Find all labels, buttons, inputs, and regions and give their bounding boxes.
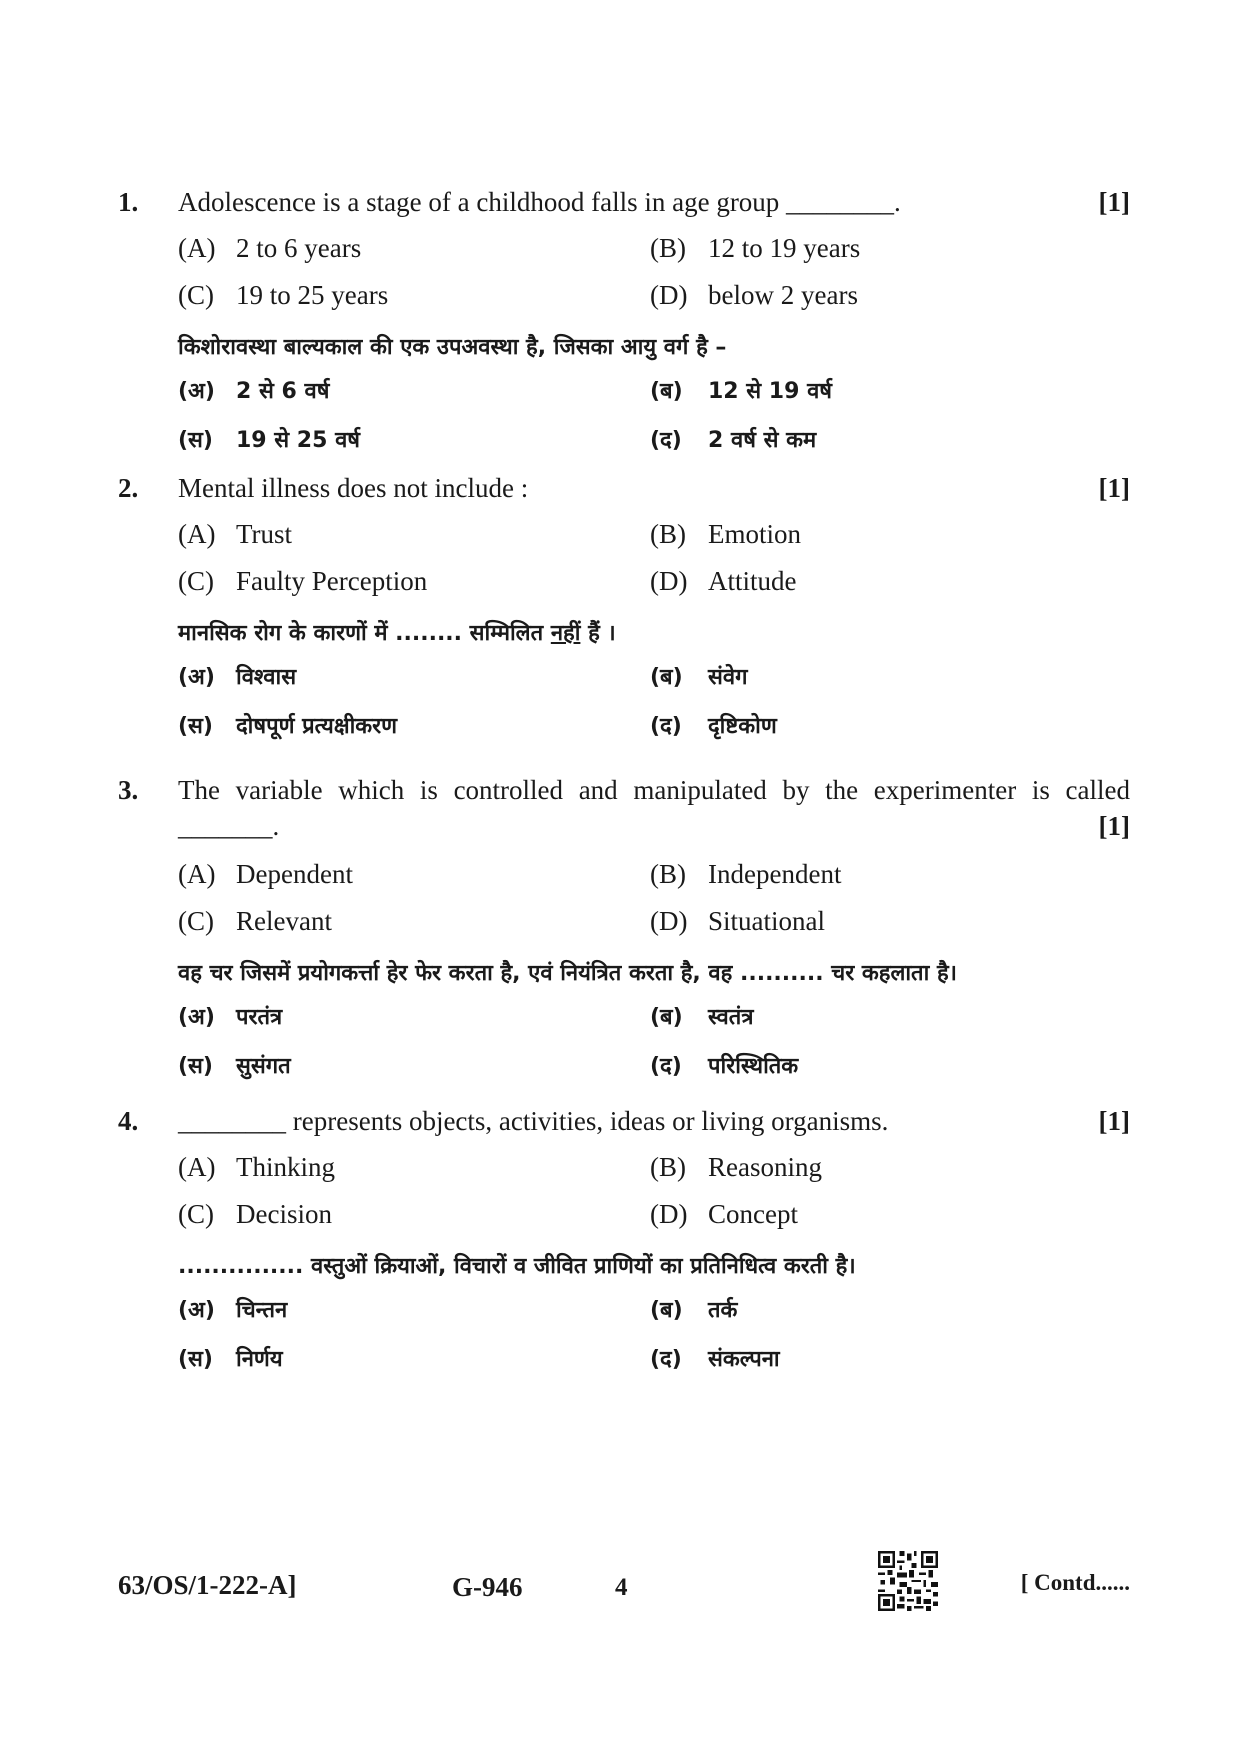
paper-code: 63/OS/1-222-A]: [118, 1570, 297, 1600]
underlined-not: नहीं: [550, 621, 581, 646]
question-3: [118, 775, 1130, 1099]
hindi-options-row: [118, 1294, 1130, 1343]
hindi-option-b: (ब) स्वतंत्र: [650, 1005, 754, 1030]
hindi-option-b: (ब) 12 से 19 वर्ष: [650, 379, 833, 404]
option-c: (C) Relevant: [178, 906, 332, 936]
options-row: [118, 519, 1130, 566]
question-2-stem: [118, 473, 1130, 519]
option-b: (B) Independent: [650, 859, 842, 889]
question-text: The variable which is controlled and manipulated by the experimenter is called: [178, 775, 1130, 805]
question-number: 4.: [118, 1106, 139, 1136]
hindi-option-a: (अ) 2 से 6 वर्ष: [178, 379, 330, 404]
option-a: (A) 2 to 6 years: [178, 233, 362, 263]
hindi-options-row: [118, 661, 1130, 710]
hindi-options-row: [118, 424, 1130, 473]
question-text: Adolescence is a stage of a childhood falls in age group ________.: [178, 187, 901, 217]
hindi-question-text: किशोरावस्था बाल्यकाल की एक उपअवस्था है, जिसका आयु वर्ग है –: [178, 335, 727, 360]
hindi-question-text: वह चर जिसमें प्रयोगकर्त्ता हेर फेर करता है, एवं नियंत्रित करता है, वह .......... चर कहलाता है।: [178, 961, 957, 986]
question-number: 1.: [118, 187, 139, 217]
question-number: 2.: [118, 473, 139, 503]
hindi-option-a: (अ) चिन्तन: [178, 1298, 288, 1323]
options-row: [118, 1152, 1130, 1199]
question-3-stem: [118, 775, 1130, 859]
hindi-options-row: [118, 1001, 1130, 1050]
hindi-option-d: (द) दृष्टिकोण: [650, 714, 777, 739]
question-4: [118, 1106, 1130, 1392]
option-c: (C) 19 to 25 years: [178, 280, 389, 310]
hindi-option-a: (अ) विश्वास: [178, 665, 297, 690]
question-2: [118, 473, 1130, 759]
hindi-option-c: (स) सुसंगत: [178, 1054, 291, 1079]
option-a: (A) Trust: [178, 519, 293, 549]
question-number: 3.: [118, 775, 139, 805]
question-marks: [1]: [1098, 1106, 1130, 1136]
option-c: (C) Faulty Perception: [178, 566, 428, 596]
hindi-option-d: (द) 2 वर्ष से कम: [650, 428, 817, 453]
question-marks: [1]: [1098, 811, 1130, 841]
options-row: [118, 906, 1130, 953]
page-footer: [118, 1560, 1130, 1620]
hindi-option-b: (ब) संवेग: [650, 665, 748, 690]
hindi-question-text: मानसिक रोग के कारणों में ........ सम्मिलित नहीं हैं ।: [178, 621, 616, 646]
option-b: (B) Emotion: [650, 519, 801, 549]
options-row: [118, 233, 1130, 280]
series-code: G-946: [452, 1572, 523, 1602]
option-a: (A) Dependent: [178, 859, 353, 889]
question-marks: [1]: [1098, 473, 1130, 503]
hindi-option-a: (अ) परतंत्र: [178, 1005, 283, 1030]
options-row: [118, 566, 1130, 613]
hindi-options-row: [118, 710, 1130, 759]
options-row: [118, 1199, 1130, 1246]
question-1-stem: [118, 187, 1130, 233]
options-row: [118, 280, 1130, 327]
question-4-stem: [118, 1106, 1130, 1152]
hindi-option-c: (स) निर्णय: [178, 1347, 283, 1372]
option-d: (D) Attitude: [650, 566, 797, 596]
hindi-option-c: (स) दोषपूर्ण प्रत्यक्षीकरण: [178, 714, 398, 739]
hindi-question-text: ............... वस्तुओं क्रियाओं, विचारों व जीवित प्राणियों का प्रतिनिधित्व करती है।: [178, 1254, 856, 1279]
hindi-options-row: [118, 1050, 1130, 1099]
option-b: (B) 12 to 19 years: [650, 233, 861, 263]
continued-note: [ Contd......: [1020, 1570, 1130, 1595]
option-b: (B) Reasoning: [650, 1152, 822, 1182]
hindi-options-row: [118, 375, 1130, 424]
question-1: [118, 187, 1130, 473]
page-number: 4: [615, 1574, 628, 1601]
option-c: (C) Decision: [178, 1199, 332, 1229]
option-a: (A) Thinking: [178, 1152, 335, 1182]
qr-code-icon: [878, 1551, 938, 1611]
option-d: (D) Situational: [650, 906, 825, 936]
question-text: Mental illness does not include :: [178, 473, 529, 503]
question-marks: [1]: [1098, 187, 1130, 217]
hindi-option-d: (द) परिस्थितिक: [650, 1054, 799, 1079]
option-d: (D) Concept: [650, 1199, 798, 1229]
hindi-options-row: [118, 1343, 1130, 1392]
options-row: [118, 859, 1130, 906]
question-blank: _______.: [178, 811, 280, 841]
hindi-option-d: (द) संकल्पना: [650, 1347, 780, 1372]
option-d: (D) below 2 years: [650, 280, 858, 310]
question-text: ________ represents objects, activities, ideas or living organisms.: [178, 1106, 889, 1136]
hindi-option-c: (स) 19 से 25 वर्ष: [178, 428, 361, 453]
hindi-option-b: (ब) तर्क: [650, 1298, 738, 1323]
